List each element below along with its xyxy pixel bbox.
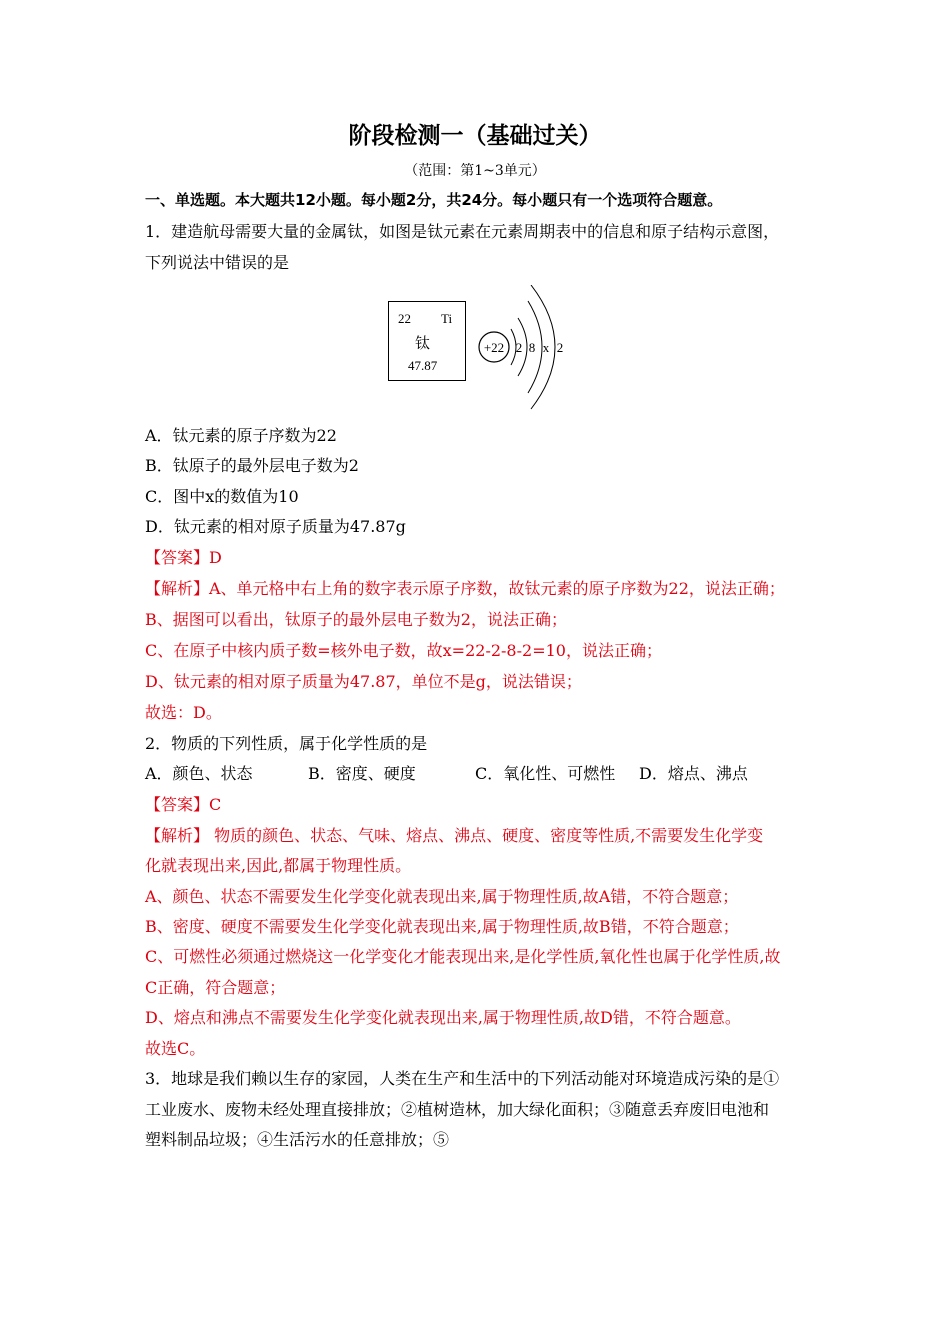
q1-stem-line-2: 下列说法中错误的是 [145, 253, 290, 272]
q2-analysis-line: 【解析】 物质的颜色、状态、气味、熔点、沸点、硬度、密度等性质,不需要发生化学变 [145, 826, 764, 845]
shell-count-3: x [542, 340, 550, 355]
q2-answer: 【答案】C [145, 795, 222, 814]
q2-stem: 2．物质的下列性质，属于化学性质的是 [145, 734, 428, 753]
q2-option-a: A．颜色、状态 [145, 764, 253, 783]
atom-structure-diagram [385, 285, 575, 415]
nucleus-charge: +22 [483, 340, 505, 355]
section-heading: 一、单选题。本大题共12小题。每小题2分，共24分。每小题只有一个选项符合题意。 [145, 191, 723, 209]
element-name: 钛 [415, 336, 431, 352]
q3-stem-line: 塑料制品垃圾；④生活污水的任意排放；⑤ [145, 1130, 450, 1149]
q1-answer: 【答案】D [145, 548, 222, 567]
element-symbol: Ti [441, 311, 453, 326]
q2-analysis-line: C正确，符合题意； [145, 978, 286, 997]
q2-analysis-line: B、密度、硬度不需要发生化学变化就表现出来,属于物理性质,故B错，不符合题意； [145, 917, 739, 936]
q1-option-d: D．钛元素的相对原子质量为47.87g [145, 517, 406, 536]
q2-analysis-line: 化就表现出来,因此,都属于物理性质。 [145, 856, 412, 875]
page-title: 阶段检测一（基础过关） [348, 123, 602, 149]
q2-option-b: B．密度、硬度 [308, 764, 416, 783]
q1-analysis-line: C、在原子中核内质子数=核外电子数，故x=22-2-8-2=10，说法正确； [145, 641, 662, 660]
q3-stem-line: 3．地球是我们赖以生存的家园，人类在生产和生活中的下列活动能对环境造成污染的是① [145, 1069, 780, 1088]
q2-analysis-line: A、颜色、状态不需要发生化学变化就表现出来,属于物理性质,故A错，不符合题意； [145, 887, 739, 906]
q1-analysis-line: B、据图可以看出，钛原子的最外层电子数为2，说法正确； [145, 610, 567, 629]
shell-count-1: 2 [515, 340, 523, 355]
shell-count-4: 2 [556, 340, 564, 355]
q2-analysis-line: D、熔点和沸点不需要发生化学变化就表现出来,属于物理性质,故D错，不符合题意。 [145, 1008, 741, 1027]
q2-analysis-line: 故选C。 [145, 1039, 206, 1058]
q2-option-c: C．氧化性、可燃性 [475, 764, 616, 783]
titanium-figure [385, 285, 575, 415]
page-subtitle: （范围：第1~3单元） [404, 163, 546, 179]
q1-analysis-line: 【解析】A、单元格中右上角的数字表示原子序数，故钛元素的原子序数为22，说法正确； [145, 579, 785, 598]
shell-count-2: 8 [528, 340, 536, 355]
q1-option-a: A．钛元素的原子序数为22 [145, 426, 337, 445]
q1-option-c: C．图中x的数值为10 [145, 487, 299, 506]
atomic-mass: 47.87 [408, 358, 438, 373]
q1-analysis-line: 故选：D。 [145, 703, 222, 722]
q1-stem-line-1: 1．建造航母需要大量的金属钛，如图是钛元素在元素周期表中的信息和原子结构示意图， [145, 222, 780, 241]
q2-options [145, 764, 785, 784]
q1-option-b: B．钛原子的最外层电子数为2 [145, 456, 359, 475]
q3-stem-line: 工业废水、废物未经处理直接排放；②植树造林，加大绿化面积；③随意丢弃废旧电池和 [145, 1100, 770, 1119]
q2-analysis-line: C、可燃性必须通过燃烧这一化学变化才能表现出来,是化学性质,氧化性也属于化学性质,故 [145, 947, 781, 966]
q2-option-d: D．熔点、沸点 [639, 764, 748, 783]
q1-analysis-line: D、钛元素的相对原子质量为47.87，单位不是g，说法错误； [145, 672, 582, 691]
atomic-number: 22 [398, 311, 411, 326]
